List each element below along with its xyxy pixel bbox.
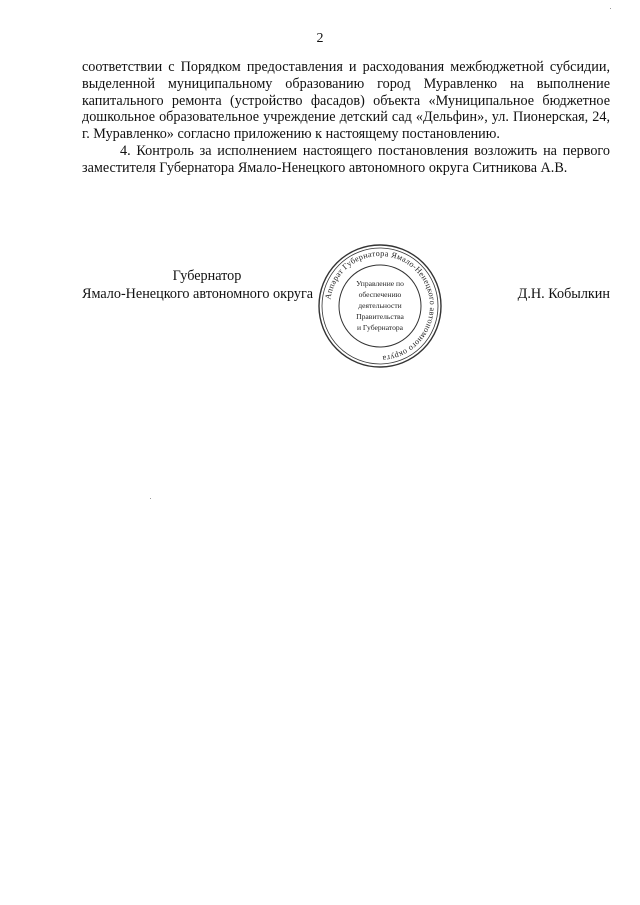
page-number: 2	[316, 31, 324, 46]
seal-graphic	[317, 243, 443, 369]
signatory-name: Д.Н. Кобылкин	[517, 286, 610, 302]
seal-line-1: Управление по	[356, 279, 404, 288]
paragraph-continuation: соответствии с Порядком предоставления и расходования межбюджетной субсидии, выделенной муниципальному образованию город Муравленко на выполнение капитального ремонта (устройство фасадов) объекта «Муниципальное бюджетное дошкольное образовательное учреждение детский сад «Дельфин», ул. Пионерская, 24, г. Муравленко» согласно приложению к настоящему постановлению.	[82, 59, 610, 143]
seal-line-2: обеспечению	[358, 290, 402, 299]
document-body	[82, 59, 610, 177]
seal-line-5: и Губернатора	[356, 323, 404, 332]
signature-title-line-2: Ямало-Ненецкого автономного округа	[82, 286, 314, 302]
official-seal	[317, 243, 443, 369]
signature-title-line-1: Губернатор	[172, 268, 242, 284]
seal-line-4: Правительства	[356, 312, 404, 321]
seal-line-3: деятельности	[358, 301, 402, 310]
scan-speck	[610, 8, 611, 9]
scan-speck	[150, 498, 151, 499]
paragraph-item-4: 4. Контроль за исполнением настоящего постановления возложить на первого заместителя Губернатора Ямало-Ненецкого автономного округа Ситникова А.В.	[82, 142, 610, 176]
seal-ring-text: Аппарат Губернатора Ямало-Ненецкого автономного округа	[323, 248, 438, 363]
